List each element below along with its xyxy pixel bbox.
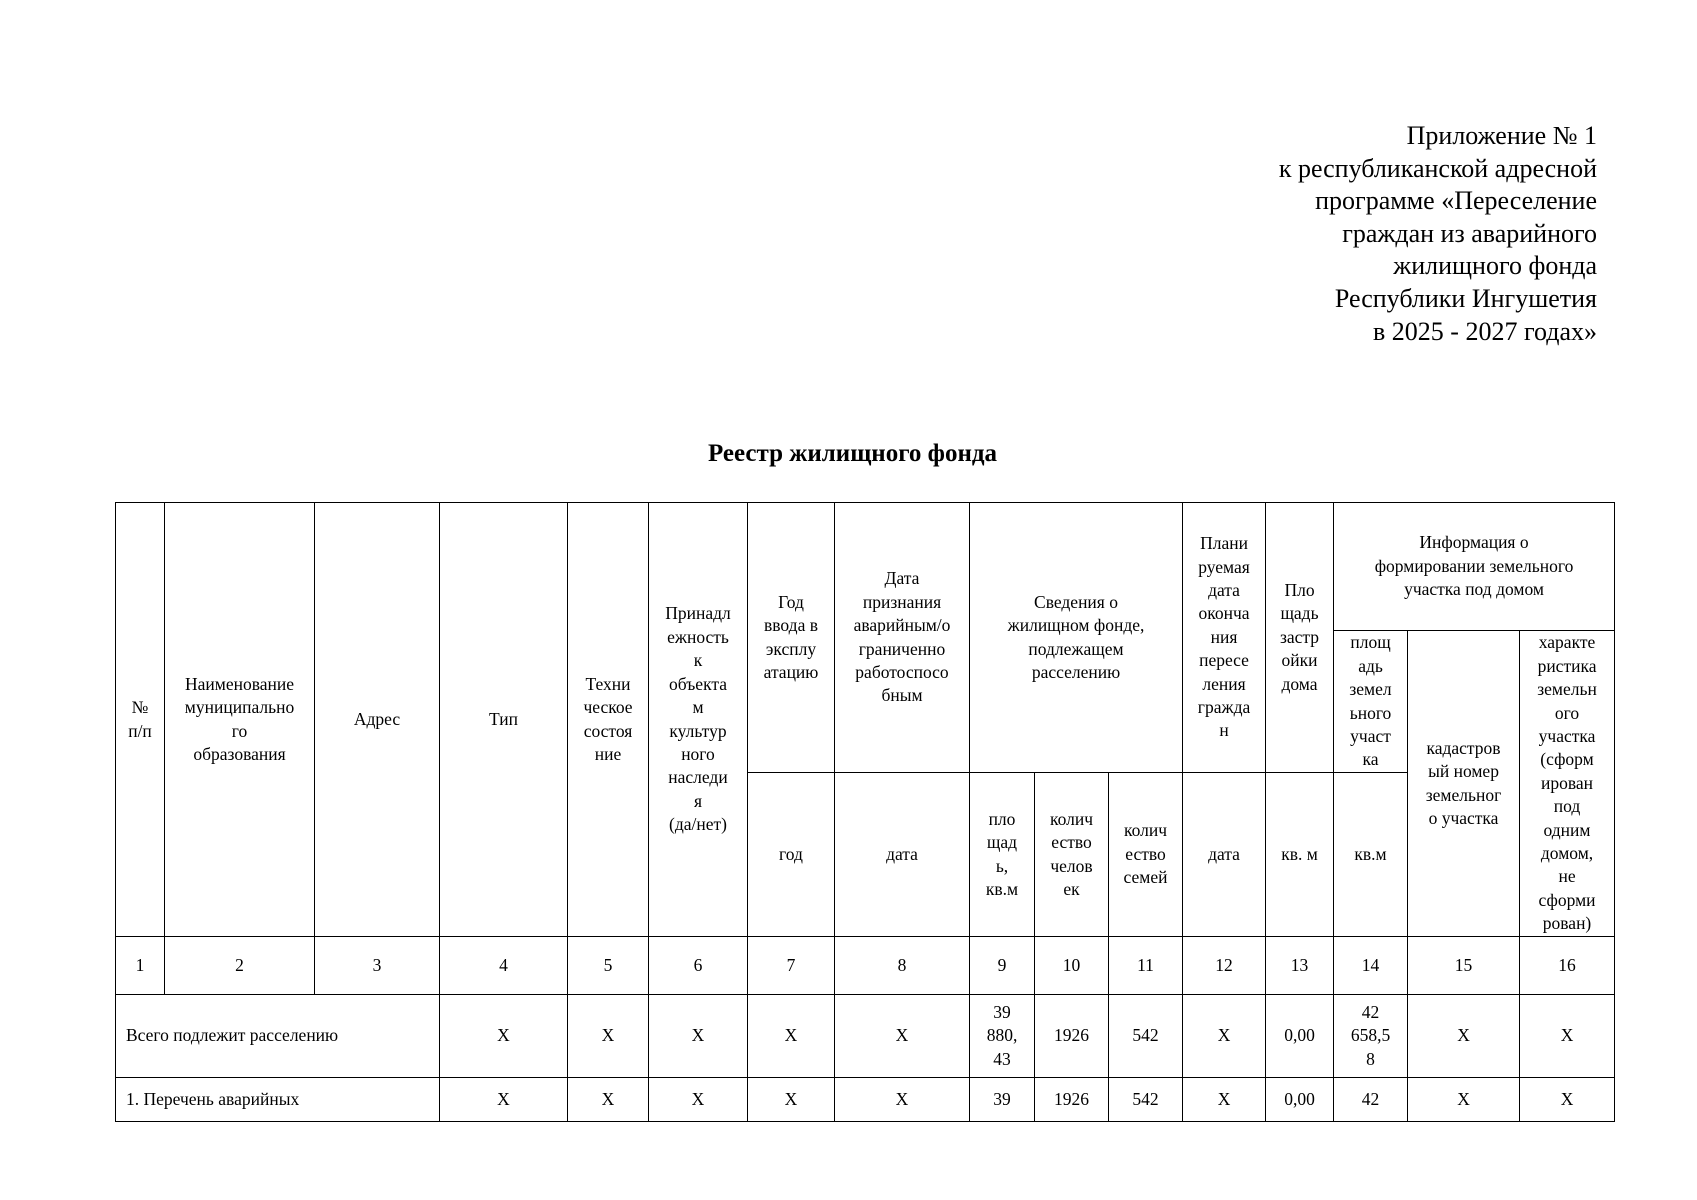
cell-people: 1926 [1035, 1078, 1109, 1122]
column-number: 6 [649, 937, 748, 995]
cell-cadastral: X [1408, 995, 1520, 1078]
appendix-line: граждан из аварийного [1342, 218, 1597, 248]
cell-cadastral: X [1408, 1078, 1520, 1122]
header-planned-date: Плани руемая дата оконча ния пересе ления гражда н [1183, 503, 1266, 773]
column-number: 7 [748, 937, 835, 995]
header-land-info: Информация о формировании земельного участка под домом [1334, 503, 1615, 631]
column-number: 2 [165, 937, 315, 995]
column-number: 5 [568, 937, 649, 995]
registry-table [115, 502, 1615, 1122]
cell-type: X [440, 1078, 568, 1122]
header-municipality: Наименование муниципально го образования [165, 503, 315, 937]
header-no: № п/п [116, 503, 165, 937]
cell-area: 39 880, 43 [970, 995, 1035, 1078]
unit-people-count: колич ество челов ек [1035, 773, 1109, 937]
column-number: 14 [1334, 937, 1408, 995]
document-title: Реестр жилищного фонда [707, 440, 998, 467]
header-heritage: Принадл ежность к объекта м культур ного наследи я (да/нет) [649, 503, 748, 937]
header-tech-condition: Техни ческое состоя ние [568, 503, 649, 937]
header-address: Адрес [315, 503, 440, 937]
cell-area: 39 [970, 1078, 1035, 1122]
column-number: 13 [1266, 937, 1334, 995]
cell-heritage: X [649, 1078, 748, 1122]
unit-sqm: кв. м [1266, 773, 1334, 937]
unit-date: дата [835, 773, 970, 937]
appendix-line: Республики Ингушетия [1334, 283, 1597, 313]
header-commission-year: Год ввода в эксплу атацию [748, 503, 835, 773]
unit-year: год [748, 773, 835, 937]
table-row [116, 1078, 1615, 1122]
appendix-line: в 2025 - 2027 годах» [1373, 316, 1597, 346]
column-number: 16 [1520, 937, 1615, 995]
table-row [116, 995, 1615, 1078]
header-cadastral-number: кадастров ый номер земельног о участка [1408, 631, 1520, 937]
unit-planned-date: дата [1183, 773, 1266, 937]
cell-characteristics: X [1520, 1078, 1615, 1122]
cell-building-area: 0,00 [1266, 1078, 1334, 1122]
cell-condition: X [568, 1078, 649, 1122]
header-emergency-date: Дата признания аварийным/о граниченно работоспосо бным [835, 503, 970, 773]
cell-type: X [440, 995, 568, 1078]
unit-land-sqm: кв.м [1334, 773, 1408, 937]
cell-land-area: 42 658,5 8 [1334, 995, 1408, 1078]
cell-date: X [835, 995, 970, 1078]
cell-date: X [835, 1078, 970, 1122]
cell-planned-date: X [1183, 1078, 1266, 1122]
column-number: 1 [116, 937, 165, 995]
header-type: Тип [440, 503, 568, 937]
header-building-area: Пло щадь застр ойки дома [1266, 503, 1334, 773]
appendix-line: к республиканской адресной [1278, 153, 1597, 183]
column-number: 4 [440, 937, 568, 995]
column-number: 12 [1183, 937, 1266, 995]
cell-families: 542 [1109, 995, 1183, 1078]
column-number: 3 [315, 937, 440, 995]
appendix-line: жилищного фонда [1393, 251, 1597, 281]
column-number: 15 [1408, 937, 1520, 995]
column-number: 11 [1109, 937, 1183, 995]
appendix-line: Приложение № 1 [1406, 121, 1597, 150]
cell-people: 1926 [1035, 995, 1109, 1078]
cell-planned-date: X [1183, 995, 1266, 1078]
cell-year: X [748, 1078, 835, 1122]
unit-area-sqm: пло щад ь, кв.м [970, 773, 1035, 937]
cell-building-area: 0,00 [1266, 995, 1334, 1078]
cell-year: X [748, 995, 835, 1078]
column-number: 10 [1035, 937, 1109, 995]
header-housing-info: Сведения о жилищном фонде, подлежащем расселению [970, 503, 1183, 773]
cell-condition: X [568, 995, 649, 1078]
column-number-row [116, 937, 1615, 995]
column-number: 8 [835, 937, 970, 995]
header-row-1 [116, 503, 1615, 631]
appendix-line: программе «Переселение [1315, 186, 1597, 216]
row-label: 1. Перечень аварийных [116, 1078, 440, 1122]
column-number: 9 [970, 937, 1035, 995]
header-land-area: площ адь земел ьного участ ка [1334, 631, 1408, 773]
cell-characteristics: X [1520, 995, 1615, 1078]
unit-family-count: колич ество семей [1109, 773, 1183, 937]
header-land-characteristics: характе ристика земельн ого участка (сформ ирован под одним домом, не сформи рован) [1520, 631, 1615, 937]
cell-families: 542 [1109, 1078, 1183, 1122]
appendix-header [1279, 120, 1597, 348]
cell-land-area: 42 [1334, 1078, 1408, 1122]
cell-heritage: X [649, 995, 748, 1078]
row-label: Всего подлежит расселению [116, 995, 440, 1078]
